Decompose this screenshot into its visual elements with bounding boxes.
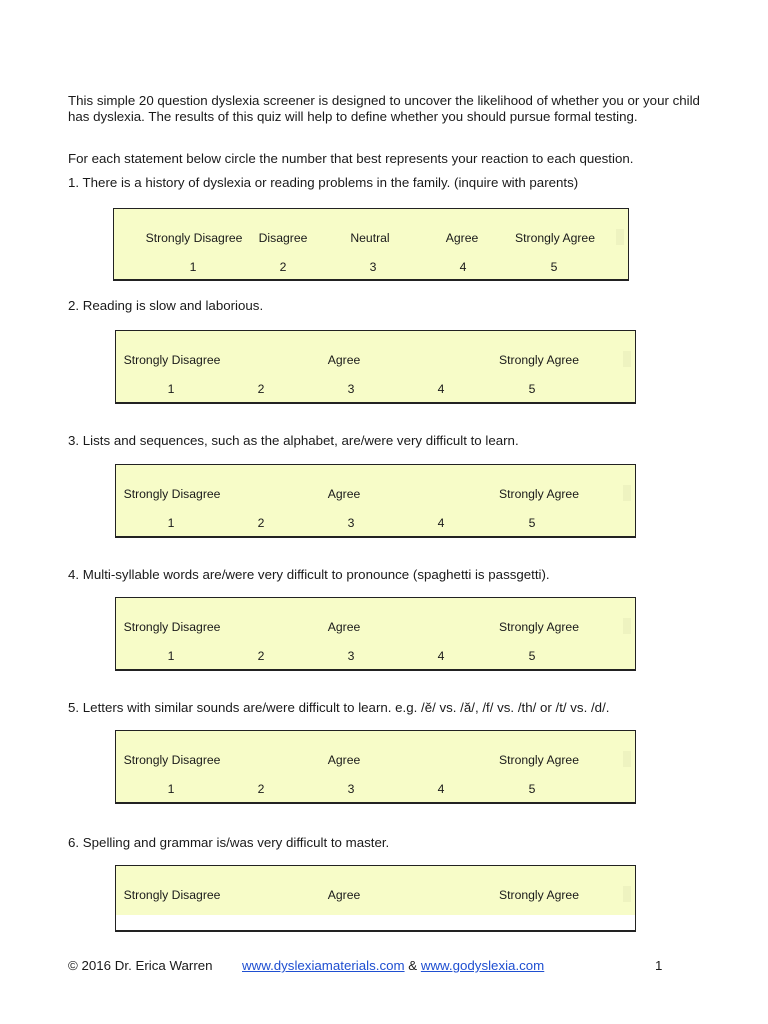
scrollbar-stub	[623, 751, 631, 767]
option-4[interactable]: 4	[437, 649, 445, 663]
label-strongly-disagree: Strongly Disagree	[123, 620, 221, 634]
option-1[interactable]: 1	[167, 649, 175, 663]
label-agree: Agree	[445, 231, 479, 245]
ampersand: &	[408, 958, 418, 973]
scrollbar-stub	[623, 618, 631, 634]
label-disagree: Disagree	[258, 231, 308, 245]
label-neutral: Neutral	[350, 231, 390, 245]
option-3[interactable]: 3	[347, 649, 355, 663]
question-2: 2. Reading is slow and laborious.	[68, 298, 264, 313]
label-strongly-disagree: Strongly Disagree	[123, 753, 221, 767]
option-2[interactable]: 2	[257, 382, 265, 396]
page-number: 1	[655, 958, 663, 973]
option-5[interactable]: 5	[528, 649, 536, 663]
option-4[interactable]: 4	[459, 260, 467, 274]
label-strongly-agree: Strongly Agree	[499, 487, 579, 501]
scrollbar-stub	[623, 886, 631, 902]
label-strongly-disagree: Strongly Disagree	[123, 353, 221, 367]
label-strongly-disagree: Strongly Disagree	[123, 888, 221, 902]
label-agree: Agree	[327, 753, 361, 767]
label-strongly-agree: Strongly Agree	[499, 753, 579, 767]
option-2[interactable]: 2	[279, 260, 287, 274]
option-2[interactable]: 2	[257, 649, 265, 663]
option-3[interactable]: 3	[369, 260, 377, 274]
label-agree: Agree	[327, 888, 361, 902]
option-5[interactable]: 5	[528, 516, 536, 530]
label-strongly-disagree: Strongly Disagree	[145, 231, 243, 245]
scrollbar-stub	[623, 351, 631, 367]
question-4: 4. Multi-syllable words are/were very difficult to pronounce (spaghetti is passgetti).	[68, 567, 550, 582]
cut-off-area	[116, 915, 635, 930]
rating-box-3	[115, 464, 636, 538]
option-1[interactable]: 1	[167, 516, 175, 530]
scrollbar-stub	[623, 485, 631, 501]
option-4[interactable]: 4	[437, 516, 445, 530]
label-strongly-disagree: Strongly Disagree	[123, 487, 221, 501]
instructions-text: For each statement below circle the number that best represents your reaction to each question.	[68, 151, 634, 166]
label-agree: Agree	[327, 487, 361, 501]
option-3[interactable]: 3	[347, 382, 355, 396]
question-5: 5. Letters with similar sounds are/were difficult to learn. e.g. /ĕ/ vs. /ă/, /f/ vs. /th/ or /t/ vs. /d/.	[68, 700, 610, 715]
label-strongly-agree: Strongly Agree	[499, 620, 579, 634]
link-godyslexia[interactable]: www.godyslexia.com	[420, 958, 545, 973]
label-agree: Agree	[327, 353, 361, 367]
copyright: © 2016 Dr. Erica Warren	[68, 958, 213, 973]
link-dyslexiamaterials[interactable]: www.dyslexiamaterials.com	[242, 958, 405, 973]
question-1: 1. There is a history of dyslexia or reading problems in the family. (inquire with parents)	[68, 175, 579, 190]
option-2[interactable]: 2	[257, 782, 265, 796]
option-1[interactable]: 1	[167, 782, 175, 796]
option-5[interactable]: 5	[528, 782, 536, 796]
label-agree: Agree	[327, 620, 361, 634]
rating-box-6	[115, 865, 636, 932]
label-strongly-agree: Strongly Agree	[499, 888, 579, 902]
label-strongly-agree: Strongly Agree	[515, 231, 595, 245]
rating-box-2	[115, 330, 636, 404]
option-5[interactable]: 5	[550, 260, 558, 274]
footer-links	[242, 958, 544, 974]
option-3[interactable]: 3	[347, 782, 355, 796]
option-5[interactable]: 5	[528, 382, 536, 396]
option-1[interactable]: 1	[167, 382, 175, 396]
option-4[interactable]: 4	[437, 782, 445, 796]
rating-box-4	[115, 597, 636, 671]
option-1[interactable]: 1	[189, 260, 197, 274]
option-3[interactable]: 3	[347, 516, 355, 530]
label-strongly-agree: Strongly Agree	[499, 353, 579, 367]
option-4[interactable]: 4	[437, 382, 445, 396]
scrollbar-stub	[616, 229, 624, 245]
rating-box-5	[115, 730, 636, 804]
rating-box-1	[113, 208, 629, 281]
question-6: 6. Spelling and grammar is/was very difficult to master.	[68, 835, 390, 850]
option-2[interactable]: 2	[257, 516, 265, 530]
intro-text: This simple 20 question dyslexia screener is designed to uncover the likelihood of whether you or your child has dyslexia. The results of this quiz will help to define whether you should pursue formal testing.	[68, 93, 700, 124]
question-3: 3. Lists and sequences, such as the alphabet, are/were very difficult to learn.	[68, 433, 519, 448]
